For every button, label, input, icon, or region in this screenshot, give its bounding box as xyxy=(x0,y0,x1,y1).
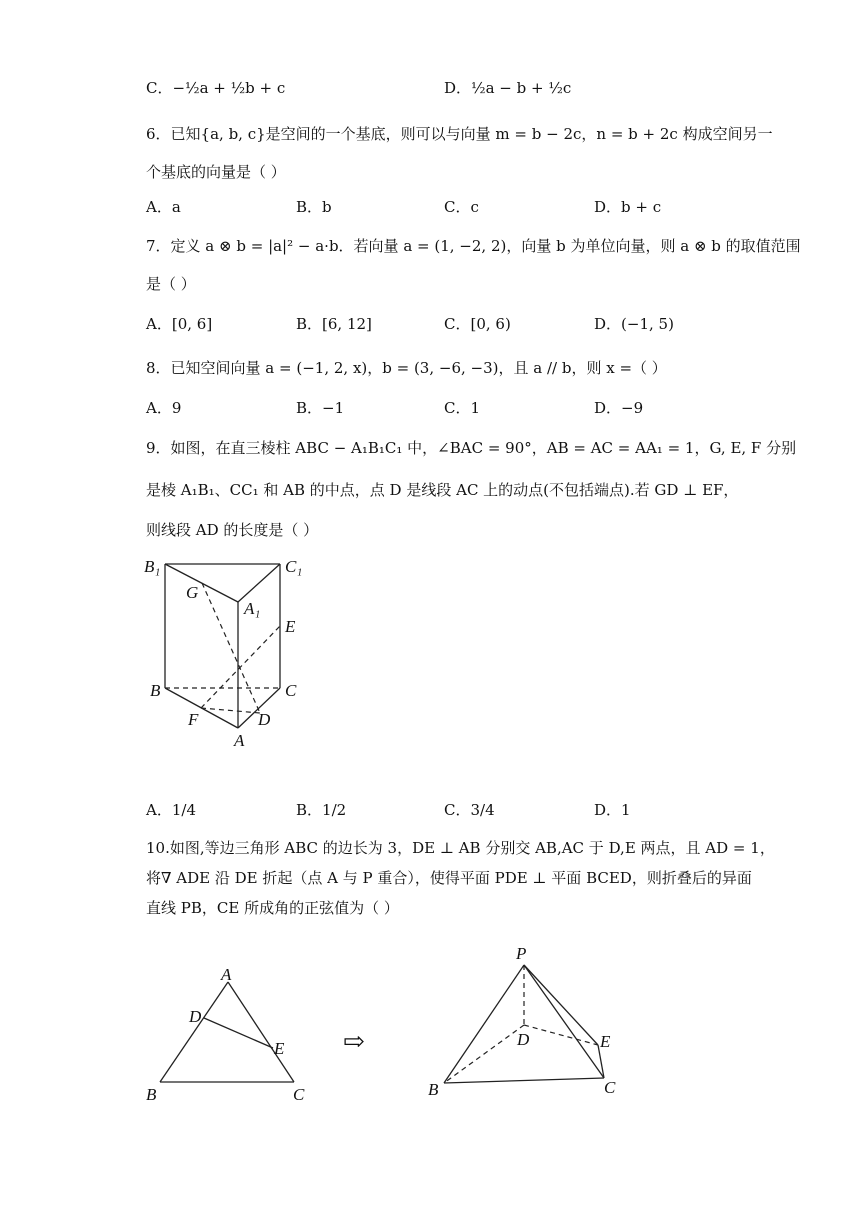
q9-option-c[interactable]: C．3/4 xyxy=(444,801,495,819)
q10-fig1-label-e: E xyxy=(274,1039,285,1058)
q10-stem-line1: 10.如图,等边三角形 ABC 的边长为 3，DE ⊥ AB 分别交 AB,AC 于 D,E 两点，且 AD = 1， xyxy=(146,839,775,857)
q7-option-c[interactable]: C．[0, 6) xyxy=(444,315,511,333)
q10-fig1-label-b: B xyxy=(146,1085,157,1104)
q9-label-c1: C₁ xyxy=(285,557,303,576)
q9-stem-line2: 是棱 A₁B₁、CC₁ 和 AB 的中点，点 D 是线段 AC 上的动点(不包括端点).若 GD ⊥ EF， xyxy=(146,481,739,499)
q7-option-d[interactable]: D．(−1, 5) xyxy=(594,315,674,333)
q7-option-a[interactable]: A．[0, 6] xyxy=(146,315,213,333)
q9-prism-figure xyxy=(140,550,320,750)
q9-option-d[interactable]: D．1 xyxy=(594,801,631,819)
q10-triangle-figure xyxy=(140,960,320,1110)
q10-fig1-label-d: D xyxy=(189,1007,202,1026)
fold-arrow-icon: ⇨ xyxy=(343,1027,365,1057)
q6-option-a[interactable]: A．a xyxy=(146,198,181,216)
q6-stem-line1: 6．已知{a, b, c}是空间的一个基底，则可以与向量 m = b − 2c，n = b + 2c 构成空间另一 xyxy=(146,125,773,143)
q9-label-c: C xyxy=(285,681,297,700)
q9-label-e: E xyxy=(285,617,296,636)
q10-fig2-label-p: P xyxy=(516,944,527,963)
q10-fig2-label-b: B xyxy=(428,1080,439,1099)
q8-stem-line1: 8．已知空间向量 a = (−1, 2, x)，b = (3, −6, −3)，且 a // b，则 x =（ ） xyxy=(146,359,667,377)
q9-option-a[interactable]: A．1/4 xyxy=(146,801,196,819)
q9-stem-line3: 则线段 AD 的长度是（ ） xyxy=(146,521,319,539)
q9-stem-line1: 9．如图，在直三棱柱 ABC − A₁B₁C₁ 中，∠BAC = 90°，AB = AC = AA₁ = 1，G, E, F 分别 xyxy=(146,439,797,457)
q9-label-b: B xyxy=(150,681,161,700)
q10-stem-line3: 直线 PB，CE 所成角的正弦值为（ ） xyxy=(146,899,399,917)
q9-label-b1: B₁ xyxy=(144,557,161,576)
q6-option-b[interactable]: B．b xyxy=(296,198,332,216)
q8-option-d[interactable]: D．−9 xyxy=(594,399,644,417)
q10-fig2-label-e: E xyxy=(600,1032,611,1051)
q10-pyramid-figure xyxy=(420,935,630,1110)
q9-label-a1: A₁ xyxy=(244,599,261,618)
q8-option-b[interactable]: B．−1 xyxy=(296,399,345,417)
q9-label-a: A xyxy=(234,731,245,750)
q10-stem-line2: 将∇ ADE 沿 DE 折起（点 A 与 P 重合），使得平面 PDE ⊥ 平面 BCED，则折叠后的异面 xyxy=(146,869,752,887)
q10-fig2-label-c: C xyxy=(604,1078,616,1097)
q6-option-d[interactable]: D．b + c xyxy=(594,198,662,216)
q10-fig1-label-a: A xyxy=(221,965,232,984)
q9-label-g: G xyxy=(186,583,199,602)
q9-label-f: F xyxy=(188,710,199,729)
q9-label-d: D xyxy=(258,710,271,729)
q7-stem-line1: 7．定义 a ⊗ b = |a|² − a·b．若向量 a = (1, −2, 2)，向量 b 为单位向量，则 a ⊗ b 的取值范围 xyxy=(146,237,801,255)
q5-option-d[interactable]: D．½a − b + ½c xyxy=(444,79,572,97)
q5-option-c[interactable]: C．−½a + ½b + c xyxy=(146,79,286,97)
q7-option-b[interactable]: B．[6, 12] xyxy=(296,315,372,333)
q8-option-c[interactable]: C．1 xyxy=(444,399,481,417)
q10-fig2-label-d: D xyxy=(517,1030,530,1049)
q9-option-b[interactable]: B．1/2 xyxy=(296,801,347,819)
q10-fig1-label-c: C xyxy=(293,1085,305,1104)
q6-option-c[interactable]: C．c xyxy=(444,198,479,216)
q8-option-a[interactable]: A．9 xyxy=(146,399,182,417)
q6-stem-line2: 个基底的向量是（ ） xyxy=(146,163,286,181)
q7-stem-line2: 是（ ） xyxy=(146,275,196,293)
